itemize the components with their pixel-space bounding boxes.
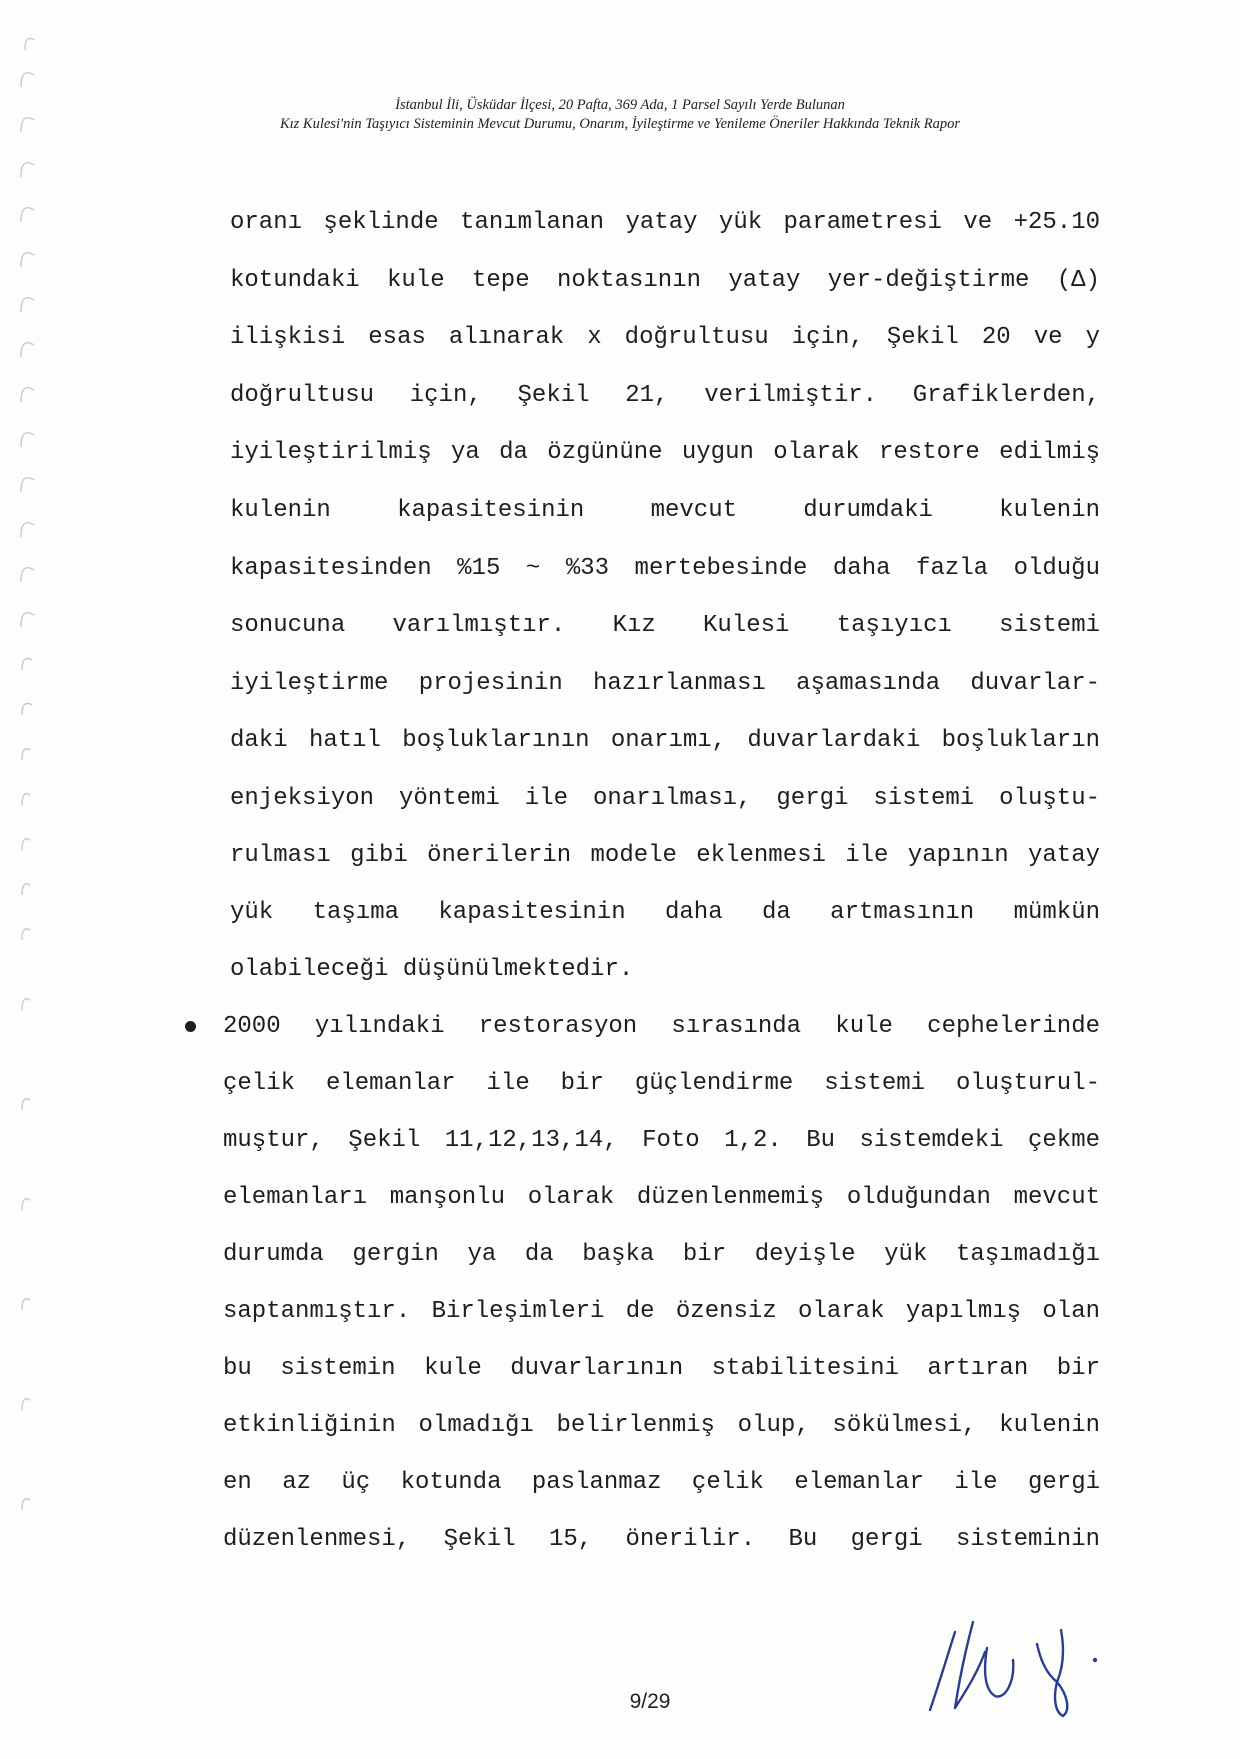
header-line-2: Kız Kulesi'nin Taşıyıcı Sisteminin Mevcut Durumu, Onarım, İyileştirme ve Yenileme Öneriler Hakkında Teknik Rapor <box>279 116 961 132</box>
paragraph-line: iyileştirilmiş ya da özgününe uygun olarak restore edilmiş <box>230 439 1100 466</box>
paragraph-line: oranı şeklinde tanımlanan yatay yük parametresi ve +25.10 <box>230 209 1100 236</box>
paragraph-line: olabileceği düşünülmektedir. <box>230 956 634 983</box>
header-line-1: İstanbul İli, Üsküdar İlçesi, 20 Pafta, 369 Ada, 1 Parsel Sayılı Yerde Bulunan <box>395 97 845 113</box>
paragraph-line: çelik elemanlar ile bir güçlendirme sistemi oluşturul- <box>223 1070 1100 1097</box>
paragraph-line: iyileştirme projesinin hazırlanması aşamasında duvarlar- <box>230 670 1100 697</box>
paragraph-line: muştur, Şekil 11,12,13,14, Foto 1,2. Bu sistemdeki çekme <box>223 1127 1100 1154</box>
paragraph-line: düzenlenmesi, Şekil 15, önerilir. Bu gergi sisteminin <box>223 1526 1100 1553</box>
paragraph-line: ilişkisi esas alınarak x doğrultusu için, Şekil 20 ve y <box>230 324 1100 351</box>
paragraph-line: 2000 yılındaki restorasyon sırasında kule cephelerinde <box>223 1013 1100 1040</box>
paragraph-line: en az üç kotunda paslanmaz çelik elemanlar ile gergi <box>223 1469 1100 1496</box>
paragraph-line: kulenin kapasitesinin mevcut durumdaki kulenin <box>230 497 1100 524</box>
paragraph-line: daki hatıl boşluklarının onarımı, duvarlardaki boşlukların <box>230 727 1100 754</box>
paragraph-line: doğrultusu için, Şekil 21, verilmiştir. Grafiklerden, <box>230 382 1100 409</box>
paragraph-line: enjeksiyon yöntemi ile onarılması, gergi sistemi oluştu- <box>230 785 1100 812</box>
paragraph-line: kotundaki kule tepe noktasının yatay yer-değiştirme (Δ) <box>230 267 1100 294</box>
paragraph-line: durumda gergin ya da başka bir deyişle yük taşımadığı <box>223 1241 1100 1268</box>
paragraph-line: sonucuna varılmıştır. Kız Kulesi taşıyıcı sistemi <box>230 612 1100 639</box>
page-number: 9/29 <box>629 1690 671 1713</box>
paragraph-line: saptanmıştır. Birleşimleri de özensiz olarak yapılmış olan <box>223 1298 1100 1325</box>
paragraph-line: etkinliğinin olmadığı belirlenmiş olup, sökülmesi, kulenin <box>223 1412 1100 1439</box>
paragraph-line: bu sistemin kule duvarlarının stabilitesini artıran bir <box>223 1355 1100 1382</box>
paragraph-line: yük taşıma kapasitesinin daha da artmasının mümkün <box>230 899 1100 926</box>
paragraph-line: rulması gibi önerilerin modele eklenmesi ile yapının yatay <box>230 842 1100 869</box>
paragraph-line: elemanları manşonlu olarak düzenlenmemiş olduğundan mevcut <box>223 1184 1100 1211</box>
bullet-icon <box>185 1021 196 1032</box>
paragraph-line: kapasitesinden %15 ~ %33 mertebesinde daha fazla olduğu <box>230 555 1100 582</box>
